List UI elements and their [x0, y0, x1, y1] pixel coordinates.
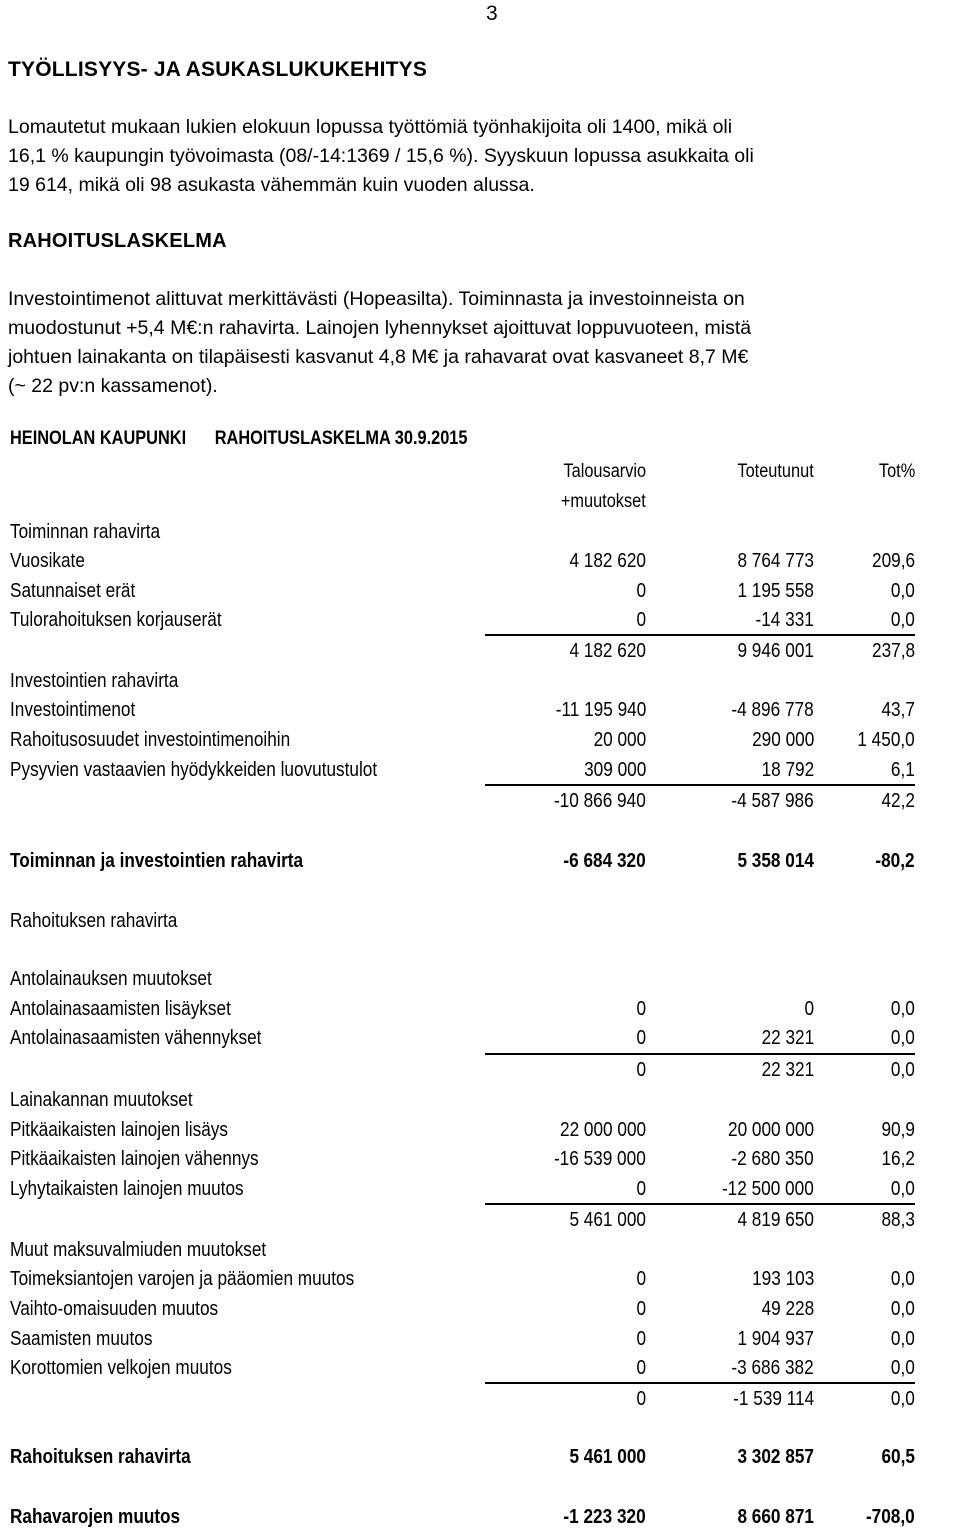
- row-label: Antolainasaamisten vähennykset: [10, 1027, 262, 1049]
- table-row: [0, 1268, 960, 1298]
- actual-cell: 22 321: [761, 1059, 814, 1081]
- actual-cell: 1 904 937: [737, 1328, 814, 1350]
- budget-cell: 5 461 000: [569, 1209, 646, 1231]
- percent-cell: 209,6: [871, 550, 915, 572]
- row-label: Investointien rahavirta: [10, 670, 179, 692]
- percent-cell: 0,0: [891, 1328, 915, 1350]
- budget-cell: 0: [636, 1059, 646, 1081]
- row-label: Antolainauksen muutokset: [10, 968, 212, 990]
- paragraph-line: (~ 22 pv:n kassamenot).: [8, 375, 218, 397]
- table-row: [0, 850, 960, 880]
- subtotal-rule: [485, 1382, 915, 1384]
- row-label: Satunnaiset erät: [10, 580, 136, 602]
- table-row: [0, 910, 960, 940]
- subtotal-rule: [485, 784, 915, 786]
- row-label: Toiminnan ja investointien rahavirta: [10, 850, 304, 872]
- employment-paragraph: [8, 113, 958, 200]
- table-row: [0, 670, 960, 700]
- table-row: [0, 1328, 960, 1358]
- budget-cell: 20 000: [593, 729, 646, 751]
- row-label: Lyhytaikaisten lainojen muutos: [10, 1178, 244, 1200]
- table-row: [0, 1446, 960, 1476]
- budget-cell: -10 866 940: [554, 790, 646, 812]
- actual-cell: -3 686 382: [731, 1357, 814, 1379]
- actual-cell: -1 539 114: [733, 1388, 814, 1410]
- table-title: [10, 428, 467, 450]
- actual-cell: 8 764 773: [737, 550, 814, 572]
- table-row: [0, 998, 960, 1028]
- percent-cell: 0,0: [891, 1059, 915, 1081]
- percent-cell: -80,2: [875, 850, 915, 872]
- budget-cell: -16 539 000: [554, 1148, 646, 1170]
- budget-cell: 0: [636, 1268, 646, 1290]
- percent-cell: -708,0: [866, 1506, 915, 1528]
- budget-cell: 22 000 000: [559, 1119, 646, 1141]
- actual-cell: 49 228: [761, 1298, 814, 1320]
- actual-cell: 290 000: [751, 729, 814, 751]
- percent-cell: 42,2: [881, 790, 915, 812]
- percent-cell: 6,1: [891, 759, 915, 781]
- budget-cell: -11 195 940: [555, 699, 646, 721]
- row-label: Toimeksiantojen varojen ja pääomien muutos: [10, 1268, 355, 1290]
- percent-cell: 0,0: [891, 998, 915, 1020]
- budget-cell: 0: [636, 1388, 646, 1410]
- table-row: [0, 580, 960, 610]
- actual-cell: 5 358 014: [737, 850, 814, 872]
- budget-cell: 0: [636, 1357, 646, 1379]
- actual-cell: 1 195 558: [737, 580, 814, 602]
- column-header-budget-sub: +muutokset: [561, 491, 646, 512]
- paragraph-line: Lomautetut mukaan lukien elokuun lopussa työttömiä työnhakijoita oli 1400, mikä oli: [8, 116, 733, 138]
- percent-cell: 0,0: [891, 609, 915, 631]
- budget-cell: 4 182 620: [569, 640, 646, 662]
- section-title-financing: RAHOITUSLASKELMA: [8, 230, 227, 252]
- paragraph-line: johtuen lainakanta on tilapäisesti kasvanut 4,8 M€ ja rahavarat ovat kasvaneet 8,7 M€: [8, 346, 749, 368]
- percent-cell: 60,5: [881, 1446, 915, 1468]
- subtotal-rule: [485, 634, 915, 636]
- percent-cell: 90,9: [881, 1119, 915, 1141]
- row-label: Muut maksuvalmiuden muutokset: [10, 1239, 267, 1261]
- table-row: [0, 1298, 960, 1328]
- row-label: Rahoitusosuudet investointimenoihin: [10, 729, 291, 751]
- table-row: [0, 1059, 960, 1089]
- row-label: Rahoituksen rahavirta: [10, 1446, 191, 1468]
- actual-cell: -2 680 350: [731, 1148, 814, 1170]
- section-title-employment: TYÖLLISYYS- JA ASUKASLUKUKEHITYS: [8, 58, 428, 81]
- row-label: Toiminnan rahavirta: [10, 521, 161, 543]
- table-row: [0, 1089, 960, 1119]
- row-label: Pysyvien vastaavien hyödykkeiden luovutustulot: [10, 759, 378, 781]
- table-row: [0, 699, 960, 729]
- table-row: [0, 1119, 960, 1149]
- actual-cell: -4 587 986: [731, 790, 814, 812]
- percent-cell: 16,2: [881, 1148, 915, 1170]
- budget-cell: 0: [636, 1178, 646, 1200]
- budget-cell: 5 461 000: [569, 1446, 646, 1468]
- page-number: 3: [486, 2, 498, 25]
- paragraph-line: 19 614, mikä oli 98 asukasta vähemmän kuin vuoden alussa.: [8, 174, 535, 196]
- table-row: [0, 1239, 960, 1269]
- paragraph-line: 16,1 % kaupungin työvoimasta (08/-14:1369 / 15,6 %). Syyskuun lopussa asukkaita oli: [8, 145, 754, 167]
- row-label: Rahoituksen rahavirta: [10, 910, 178, 932]
- subtotal-rule: [485, 1203, 915, 1205]
- table-row: [0, 521, 960, 551]
- percent-cell: 0,0: [891, 1268, 915, 1290]
- percent-cell: 0,0: [891, 1027, 915, 1049]
- table-row: [0, 790, 960, 820]
- budget-cell: 309 000: [583, 759, 646, 781]
- budget-cell: 0: [636, 998, 646, 1020]
- row-label: Saamisten muutos: [10, 1328, 153, 1350]
- row-label: Korottomien velkojen muutos: [10, 1357, 232, 1379]
- row-label: Pitkäaikaisten lainojen lisäys: [10, 1119, 228, 1141]
- percent-cell: 0,0: [891, 580, 915, 602]
- actual-cell: 193 103: [751, 1268, 814, 1290]
- table-row: [0, 1209, 960, 1239]
- budget-cell: 0: [636, 1298, 646, 1320]
- actual-cell: 0: [804, 998, 814, 1020]
- row-label: Investointimenot: [10, 699, 136, 721]
- subtotal-rule: [485, 1053, 915, 1055]
- row-label: Tulorahoituksen korjauserät: [10, 609, 222, 631]
- row-label: Rahavarojen muutos: [10, 1506, 181, 1528]
- row-label: Pitkäaikaisten lainojen vähennys: [10, 1148, 259, 1170]
- actual-cell: 4 819 650: [737, 1209, 814, 1231]
- column-header-percent: Tot%: [878, 461, 915, 482]
- percent-cell: 0,0: [891, 1357, 915, 1379]
- actual-cell: 3 302 857: [737, 1446, 814, 1468]
- budget-cell: 0: [636, 1328, 646, 1350]
- actual-cell: 20 000 000: [727, 1119, 814, 1141]
- budget-cell: -6 684 320: [563, 850, 646, 872]
- table-row: [0, 1506, 960, 1536]
- column-header-budget: Talousarvio: [563, 461, 646, 482]
- percent-cell: 1 450,0: [857, 729, 915, 751]
- budget-cell: 4 182 620: [569, 550, 646, 572]
- actual-cell: 22 321: [761, 1027, 814, 1049]
- column-header-actual: Toteutunut: [737, 461, 814, 482]
- table-row: [0, 550, 960, 580]
- percent-cell: 0,0: [891, 1298, 915, 1320]
- percent-cell: 43,7: [881, 699, 915, 721]
- budget-cell: -1 223 320: [563, 1506, 646, 1528]
- actual-cell: -4 896 778: [731, 699, 814, 721]
- row-label: Antolainasaamisten lisäykset: [10, 998, 231, 1020]
- table-org-name: HEINOLAN KAUPUNKI: [10, 428, 187, 449]
- paragraph-line: Investointimenot alittuvat merkittävästi (Hopeasilta). Toiminnasta ja investoinneista on: [8, 288, 745, 310]
- row-label: Vuosikate: [10, 550, 85, 572]
- row-label: Vaihto-omaisuuden muutos: [10, 1298, 219, 1320]
- table-row: [0, 729, 960, 759]
- table-statement-name: RAHOITUSLASKELMA 30.9.2015: [214, 428, 468, 449]
- percent-cell: 88,3: [881, 1209, 915, 1231]
- actual-cell: 9 946 001: [737, 640, 814, 662]
- table-row: [0, 968, 960, 998]
- paragraph-line: muodostunut +5,4 M€:n rahavirta. Lainojen lyhennykset ajoittuvat loppuvuoteen, mistä: [8, 317, 752, 339]
- budget-cell: 0: [636, 580, 646, 602]
- row-label: Lainakannan muutokset: [10, 1089, 193, 1111]
- actual-cell: 8 660 871: [737, 1506, 814, 1528]
- table-row: [0, 1388, 960, 1418]
- actual-cell: 18 792: [761, 759, 814, 781]
- budget-cell: 0: [636, 609, 646, 631]
- actual-cell: -12 500 000: [722, 1178, 814, 1200]
- budget-cell: 0: [636, 1027, 646, 1049]
- actual-cell: -14 331: [755, 609, 814, 631]
- percent-cell: 237,8: [871, 640, 915, 662]
- table-row: [0, 1148, 960, 1178]
- table-row: [0, 640, 960, 670]
- percent-cell: 0,0: [891, 1178, 915, 1200]
- financing-paragraph: [8, 285, 958, 401]
- percent-cell: 0,0: [891, 1388, 915, 1410]
